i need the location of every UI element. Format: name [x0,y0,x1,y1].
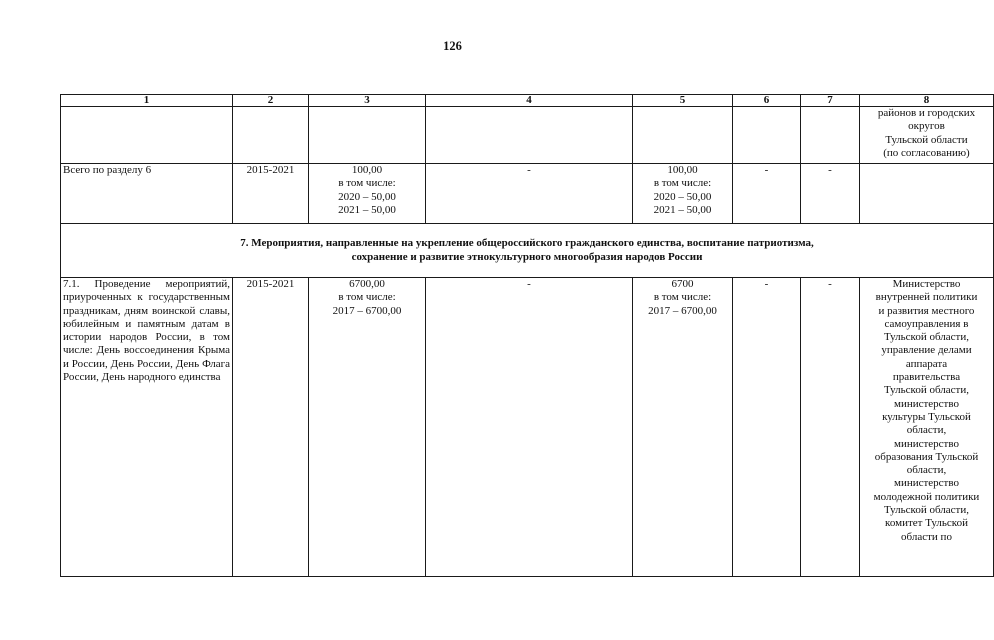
cell-line: области, [906,424,947,437]
cell-line: 100,00 [667,164,698,176]
cell-line: министерство [893,477,959,490]
column-numbers-row [61,95,994,107]
column-number: 4 [426,95,633,107]
amount-cell [633,164,733,224]
section-heading-row [61,224,994,278]
cell-line: Тульской области, [883,504,970,517]
dash-cell: - [733,164,801,224]
section-heading [61,224,994,278]
cell-line: образования Тульской [874,450,979,463]
dash-cell: - [733,278,801,577]
page-number: 126 [443,39,462,53]
table-cell [426,107,633,164]
cell-line: самоуправления в [884,317,969,330]
cell-line: в том числе: [338,291,396,304]
table-row-continuation [61,107,994,164]
cell-line: управление делами [881,344,972,357]
dash-cell: - [801,164,860,224]
table-row-7-1 [61,278,994,577]
cell-line: правительства [892,371,961,384]
cell-line: аппарата [905,357,948,370]
cell-line: 2020 – 50,00 [338,190,396,203]
column-number: 3 [309,95,426,107]
cell-line: 2017 – 6700,00 [332,304,402,317]
cell-line: 2020 – 50,00 [653,190,712,203]
cell-line: в том числе: [653,177,712,190]
table-cell [860,164,994,224]
cell-line: 6700,00 [349,278,385,290]
executor-cell [860,278,994,577]
cell-line: в том числе: [653,291,712,304]
dash-cell: - [426,278,633,577]
cell-line: и развития местного [878,304,975,317]
cell-line: Тульской области, [883,331,970,344]
table-cell [801,107,860,164]
row-name-cell: Всего по разделу 6 [61,164,233,224]
cell-line: Тульской области, [883,384,970,397]
column-number: 2 [233,95,309,107]
cell-line: 2021 – 50,00 [338,203,396,216]
cell-line: комитет Тульской [885,517,968,530]
cell-line: (по согласованию) [883,146,970,159]
section-heading-line: 7. Мероприятия, направленные на укрепление общероссийского гражданского единства, воспитание патриотизма, [240,237,814,250]
dash-cell: - [801,278,860,577]
cell-line: 100,00 [351,164,383,176]
cell-line: 6700 [671,278,694,290]
table-row-section-total [61,164,994,224]
cell-line: 2017 – 6700,00 [648,304,717,317]
column-number: 7 [801,95,860,107]
cell-line: культуры Тульской [882,410,971,423]
cell-line: Министерство [892,278,961,290]
amount-cell [633,278,733,577]
cell-line: Тульской области [885,133,968,146]
section-heading-line: сохранение и развитие этнокультурного многообразия народов России [351,250,703,263]
row-name-cell: 7.1. Проведение мероприятий, приуроченных к государственным праздникам, дням воинской славы, юбилейным и памятным датам в истории народов России, в том числе: День воссоединения Крыма и России, День России, День Флага России, День народного единства [61,278,233,577]
table-cell [233,107,309,164]
cell-line: внутренней политики [875,291,978,304]
table-cell [61,107,233,164]
column-number: 1 [61,95,233,107]
period-cell: 2015-2021 [233,278,309,577]
cell-line: молодежной политики [873,490,980,503]
cell-line: в том числе: [338,177,396,190]
cell-line: министерство [893,437,959,450]
table-cell [733,107,801,164]
column-number: 6 [733,95,801,107]
cell-line: области по [901,530,952,543]
cell-line: районов и городских [877,107,976,119]
cell-line: министерство [893,397,959,410]
program-table [60,94,994,577]
amount-cell [309,164,426,224]
period-cell: 2015-2021 [233,164,309,224]
executor-cell [860,107,994,164]
cell-line: округов [908,120,945,133]
amount-cell [309,278,426,577]
table-cell [309,107,426,164]
table-cell [633,107,733,164]
dash-cell: - [426,164,633,224]
column-number: 8 [860,95,994,107]
cell-line: области, [906,464,947,477]
column-number: 5 [633,95,733,107]
cell-line: 2021 – 50,00 [653,203,712,216]
